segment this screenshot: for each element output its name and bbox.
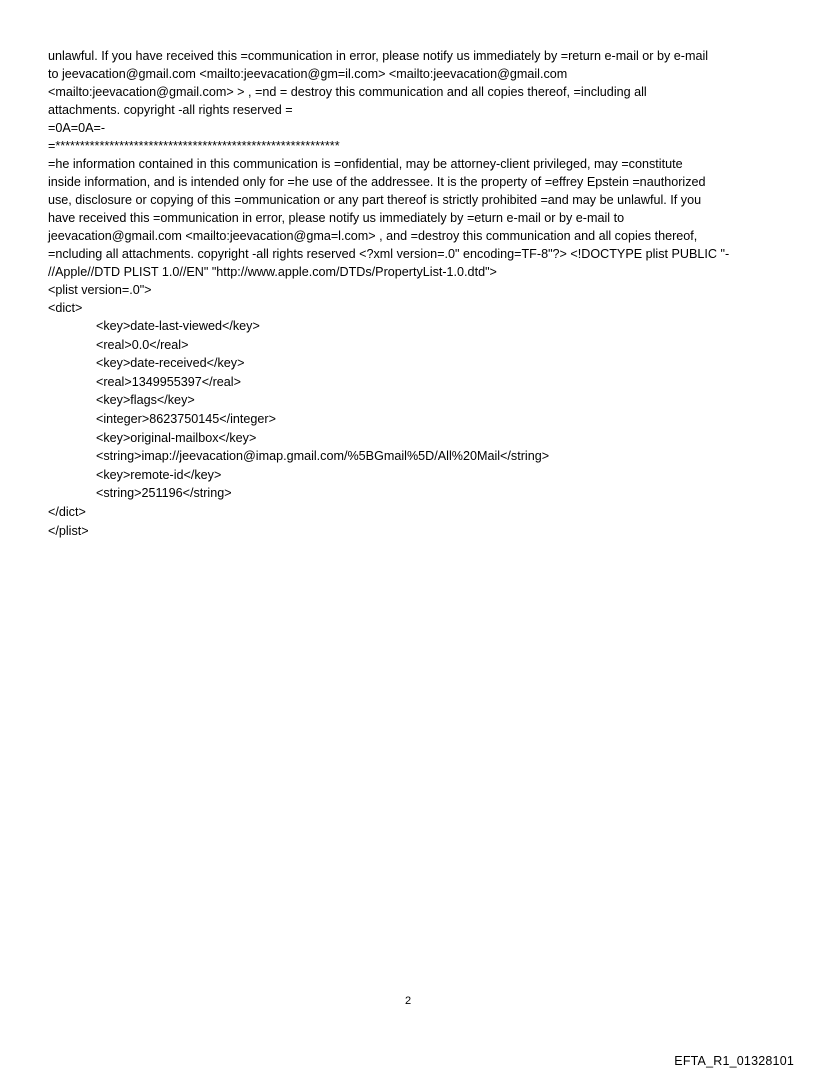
plist-key: <key>date-received</key> bbox=[96, 356, 245, 371]
email-text-line: unlawful. If you have received this =communication in error, please notify us immediately by =return e-mail or by e-mail bbox=[48, 49, 709, 63]
plist-open-tag: <plist version=.0"> bbox=[48, 283, 152, 297]
plist-entries bbox=[48, 317, 778, 503]
plist-key: <key>remote-id</key> bbox=[96, 467, 222, 482]
disclaimer-line: //Apple//DTD PLIST 1.0//EN" "http://www.apple.com/DTDs/PropertyList-1.0.dtd"> bbox=[48, 265, 497, 279]
plist-value: <real>0.0</real> bbox=[96, 337, 189, 352]
dict-close-tag: </dict> bbox=[48, 504, 86, 519]
page-number: 2 bbox=[404, 995, 412, 1007]
disclaimer-line: inside information, and is intended only for =he use of the addressee. It is the property of =effrey Epstein =nauthorized bbox=[48, 175, 706, 189]
dict-open-tag: <dict> bbox=[48, 301, 83, 315]
email-text-line: to jeevacation@gmail.com <mailto:jeevacation@gm=il.com> <mailto:jeevacation@gmail.com bbox=[48, 67, 568, 81]
plist-value: <integer>8623750145</integer> bbox=[96, 411, 276, 426]
plist-key: <key>original-mailbox</key> bbox=[96, 430, 257, 445]
plist-key: <key>date-last-viewed</key> bbox=[96, 319, 260, 333]
document-body bbox=[48, 47, 778, 540]
plist-value: <real>1349955397</real> bbox=[96, 374, 241, 389]
disclaimer-line: use, disclosure or copying of this =ommunication or any part thereof is strictly prohibited =and may be unlawful. If you bbox=[48, 193, 702, 207]
email-text-line: attachments. copyright -all rights reserved = bbox=[48, 103, 293, 117]
plist-value: <string>imap://jeevacation@imap.gmail.com/%5BGmail%5D/All%20Mail</string> bbox=[96, 449, 550, 464]
disclaimer-line: =he information contained in this communication is =onfidential, may be attorney-client privileged, may =constitute bbox=[48, 157, 683, 171]
separator-line: =********************************************************** bbox=[48, 139, 340, 153]
email-text-line: <mailto:jeevacation@gmail.com> > , =nd = destroy this communication and all copies thereof, =including all bbox=[48, 85, 647, 99]
email-text-line: =0A=0A=- bbox=[48, 121, 106, 135]
plist-value: <string>251196</string> bbox=[96, 486, 232, 501]
disclaimer-line: have received this =ommunication in error, please notify us immediately by =eturn e-mail or by e-mail to bbox=[48, 211, 625, 225]
disclaimer-line: jeevacation@gmail.com <mailto:jeevacation@gma=l.com> , and =destroy this communication and all copies thereof, bbox=[48, 229, 698, 243]
plist-key: <key>flags</key> bbox=[96, 393, 195, 408]
bates-number: EFTA_R1_01328101 bbox=[674, 1054, 794, 1068]
disclaimer-line: =ncluding all attachments. copyright -all rights reserved <?xml version=.0" encoding=TF-8"?> <!DOCTYPE plist PUBLIC "- bbox=[48, 247, 730, 261]
plist-close-tag: </plist> bbox=[48, 523, 89, 538]
